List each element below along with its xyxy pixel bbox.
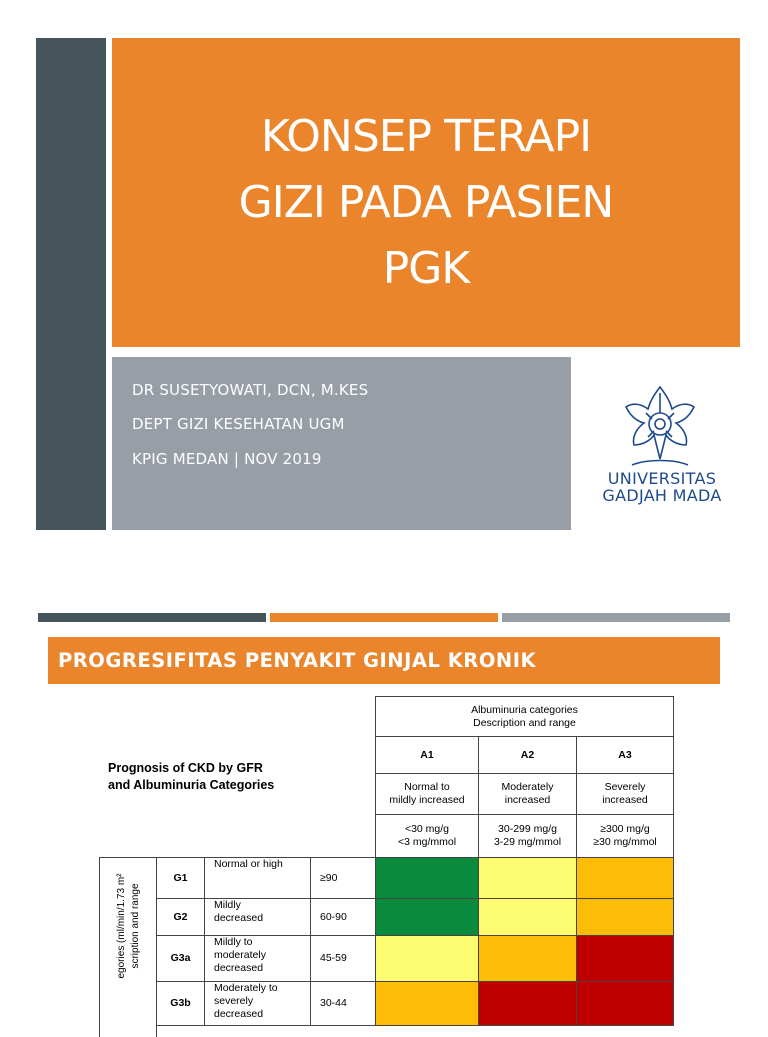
range-line: 3-29 mg/mmol [493, 836, 562, 848]
description-line: severely [214, 995, 254, 1007]
albuminuria-header [375, 696, 674, 737]
figure-title-line: and Albuminuria Categories [108, 778, 275, 792]
albuminuria-range [375, 814, 479, 858]
left-accent-bar [36, 38, 106, 530]
albuminuria-header-line: Description and range [473, 716, 576, 729]
description-line: decreased [214, 962, 264, 974]
gfr-description [204, 898, 311, 936]
albuminuria-description [375, 773, 479, 815]
albuminuria-description [576, 773, 674, 815]
ugm-emblem-icon [620, 379, 700, 469]
side-label-line: scription and range [130, 883, 141, 969]
risk-cell-orange [576, 898, 674, 936]
range-line: ≥300 mg/g [600, 823, 650, 835]
author-info-panel [112, 357, 571, 530]
risk-cell-green [375, 898, 479, 936]
gfr-description [204, 857, 311, 899]
risk-cell-yellow [375, 935, 479, 982]
description-line: Normal to [404, 781, 450, 793]
description-line: Mildly [214, 899, 241, 911]
risk-cell-yellow [478, 857, 577, 899]
description-line: Normal or high [214, 858, 283, 870]
gfr-range: ≥90 [310, 857, 376, 899]
gfr-code: G1 [156, 857, 205, 899]
author-name: DR SUSETYOWATI, DCN, M.KES [132, 381, 369, 399]
risk-cell-green [375, 857, 479, 899]
figure-title [108, 760, 274, 794]
side-label-line: egories (ml/min/1.73 m² [116, 873, 127, 979]
range-line: 30-299 mg/g [498, 823, 557, 835]
description-line: Moderately to [214, 982, 278, 994]
description-line: Moderately [501, 781, 554, 793]
gfr-description [204, 981, 311, 1026]
risk-cell-orange [478, 935, 577, 982]
albuminuria-range [478, 814, 577, 858]
gfr-code: G3b [156, 981, 205, 1026]
title-line: PGK [382, 243, 470, 294]
gfr-code: G2 [156, 898, 205, 936]
gfr-categories-side-label [99, 857, 157, 1037]
albuminuria-code: A3 [576, 736, 674, 774]
gfr-range: 60-90 [310, 898, 376, 936]
albuminuria-header-line: Albuminuria categories [471, 703, 578, 716]
university-logo [578, 357, 746, 530]
slide-title [112, 104, 740, 302]
title-line: GIZI PADA PASIEN [238, 177, 614, 228]
albuminuria-range [576, 814, 674, 858]
risk-cell-yellow [478, 898, 577, 936]
albuminuria-code: A2 [478, 736, 577, 774]
gfr-range: 30-44 [310, 981, 376, 1026]
range-line: <30 mg/g [404, 823, 450, 835]
description-line: moderately [214, 949, 266, 961]
description-line: decreased [214, 1008, 264, 1020]
risk-cell-orange [375, 981, 479, 1026]
logo-name-line: GADJAH MADA [602, 486, 722, 505]
title-panel [112, 38, 740, 347]
range-line: ≥30 mg/mmol [593, 836, 657, 848]
risk-cell-red [576, 981, 674, 1026]
albuminuria-description [478, 773, 577, 815]
risk-cell-red [576, 935, 674, 982]
gfr-description [204, 935, 311, 982]
range-line: <3 mg/mmol [397, 836, 457, 848]
description-line: increased [504, 794, 551, 806]
figure-title-line: Prognosis of CKD by GFR [108, 761, 263, 775]
description-line: mildly increased [389, 794, 465, 806]
description-line: decreased [214, 912, 264, 924]
description-line: Severely [604, 781, 646, 793]
divider-stripe-orange [270, 613, 498, 622]
description-line: Mildly to [214, 936, 253, 948]
albuminuria-code: A1 [375, 736, 479, 774]
logo-name-line: UNIVERSITAS [607, 469, 717, 488]
title-line: KONSEP TERAPI [260, 111, 592, 162]
divider-stripe-dark [38, 613, 266, 622]
slide-heading-bar [48, 637, 720, 684]
author-department: DEPT GIZI KESEHATAN UGM [132, 415, 345, 433]
slide-heading: PROGRESIFITAS PENYAKIT GINJAL KRONIK [58, 649, 537, 672]
event-date: KPIG MEDAN | NOV 2019 [132, 450, 322, 468]
risk-cell-orange [576, 857, 674, 899]
divider-stripe-gray [502, 613, 730, 622]
gfr-range: 45-59 [310, 935, 376, 982]
gfr-code: G3a [156, 935, 205, 982]
risk-cell-red [478, 981, 577, 1026]
description-line: increased [602, 794, 648, 806]
